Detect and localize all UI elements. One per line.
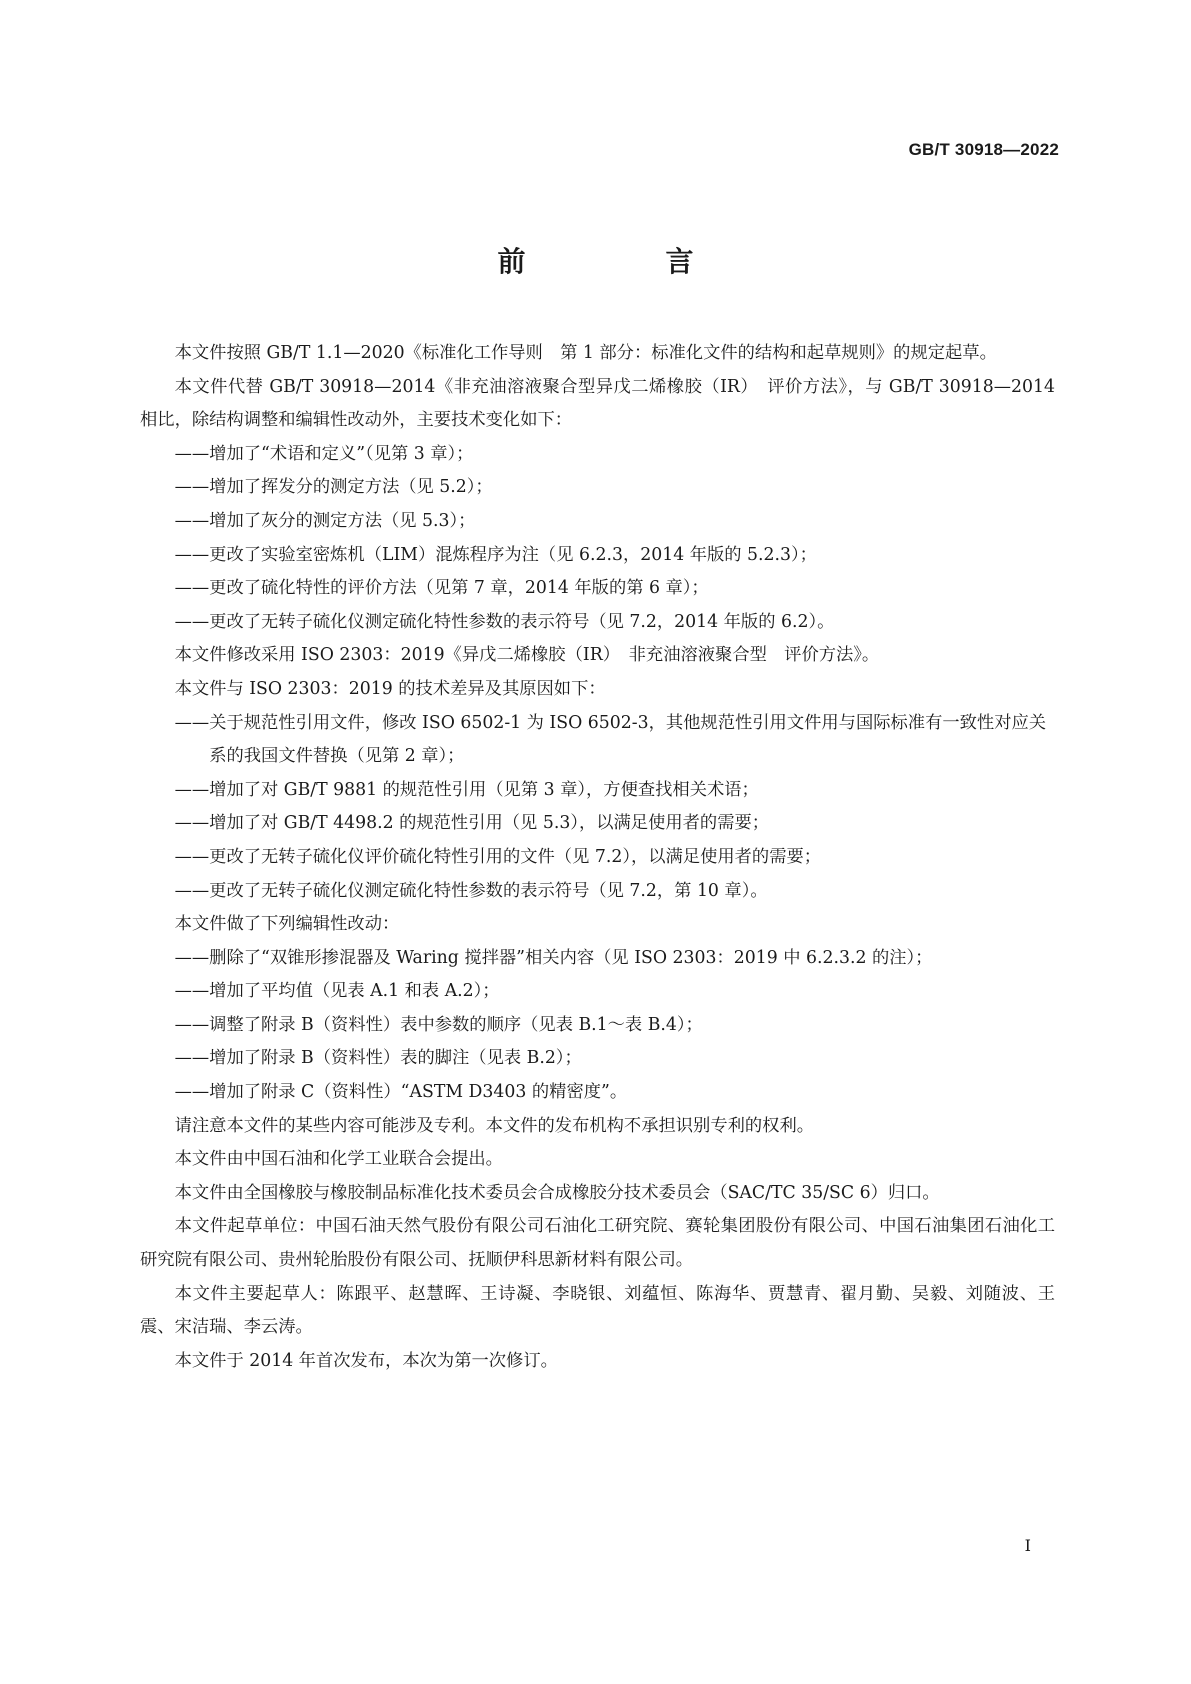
list-item: ——更改了无转子硫化仪评价硫化特性引用的文件（见 7.2），以满足使用者的需要； xyxy=(174,846,822,867)
list-item: ——增加了“术语和定义”（见第 3 章）； xyxy=(174,443,474,464)
paragraph: 本文件主要起草人：陈跟平、赵慧晖、王诗凝、李晓银、刘蕴恒、陈海华、贾慧青、翟月勤、吴毅、刘随波、王震、宋洁瑞、李云涛。 xyxy=(140,1283,1055,1338)
paragraph: 本文件由中国石油和化学工业联合会提出。 xyxy=(174,1149,503,1170)
paragraph: 本文件于 2014 年首次发布，本次为第一次修订。 xyxy=(174,1350,558,1371)
list-item: ——增加了灰分的测定方法（见 5.3）； xyxy=(174,510,476,531)
list-item: ——增加了挥发分的测定方法（见 5.2）； xyxy=(174,477,493,498)
paragraph: 本文件按照 GB/T 1.1—2020《标准化工作导则 第 1 部分：标准化文件的结构和起草规则》的规定起草。 xyxy=(174,343,997,363)
paragraph: 本文件起草单位：中国石油天然气股份有限公司石油化工研究院、赛轮集团股份有限公司、中国石油集团石油化工研究院有限公司、贵州轮胎股份有限公司、抚顺伊科思新材料有限公司。 xyxy=(140,1216,1055,1271)
paragraph: 本文件修改采用 ISO 2303：2019《异戊二烯橡胶（IR） 非充油溶液聚合型 评价方法》。 xyxy=(174,645,880,666)
list-item: ——增加了附录 C（资料性）“ASTM D3403 的精密度”。 xyxy=(174,1082,628,1103)
list-item: ——增加了平均值（见表 A.1 和表 A.2）； xyxy=(174,981,500,1002)
list-item: ——关于规范性引用文件，修改 ISO 6502-1 为 ISO 6502-3，其他规范性引用文件用与国际标准有一致性对应关系的我国文件替换（见第 2 章）； xyxy=(174,712,1047,767)
list-item: ——增加了对 GB/T 4498.2 的规范性引用（见 5.3），以满足使用者的需要； xyxy=(174,813,770,834)
list-item: ——增加了对 GB/T 9881 的规范性引用（见第 3 章），方便查找相关术语； xyxy=(174,779,759,800)
list-item: ——更改了实验室密炼机（LIM）混炼程序为注（见 6.2.3，2014 年版的 5.2.3）； xyxy=(174,544,817,565)
standard-code: GB/T 30918—2022 xyxy=(908,140,1059,159)
list-item: ——增加了附录 B（资料性）表的脚注（见表 B.2）； xyxy=(174,1048,582,1069)
paragraph: 本文件由全国橡胶与橡胶制品标准化技术委员会合成橡胶分技术委员会（SAC/TC 35/SC 6）归口。 xyxy=(174,1182,940,1203)
list-item: ——更改了无转子硫化仪测定硫化特性参数的表示符号（见 7.2，第 10 章）。 xyxy=(174,880,768,901)
page-title: 前 言 xyxy=(497,245,750,278)
foreword-body xyxy=(140,337,1055,1378)
paragraph: 本文件与 ISO 2303：2019 的技术差异及其原因如下： xyxy=(174,678,606,699)
list-item: ——更改了硫化特性的评价方法（见第 7 章，2014 年版的第 6 章）； xyxy=(174,578,709,599)
paragraph: 本文件代替 GB/T 30918—2014《非充油溶液聚合型异戊二烯橡胶（IR） 评价方法》，与 GB/T 30918—2014 相比，除结构调整和编辑性改动外，主要技术变化如下： xyxy=(140,376,1055,431)
list-item: ——删除了“双锥形掺混器及 Waring 搅拌器”相关内容（见 ISO 2303：2019 中 6.2.3.2 的注）； xyxy=(174,947,933,968)
list-item: ——更改了无转子硫化仪测定硫化特性参数的表示符号（见 7.2，2014 年版的 6.2）。 xyxy=(174,611,835,632)
list-item: ——调整了附录 B（资料性）表中参数的顺序（见表 B.1～表 B.4）； xyxy=(174,1014,703,1035)
page-number: I xyxy=(1024,1536,1031,1555)
paragraph: 请注意本文件的某些内容可能涉及专利。本文件的发布机构不承担识别专利的权利。 xyxy=(174,1115,815,1136)
paragraph: 本文件做了下列编辑性改动： xyxy=(174,914,400,935)
